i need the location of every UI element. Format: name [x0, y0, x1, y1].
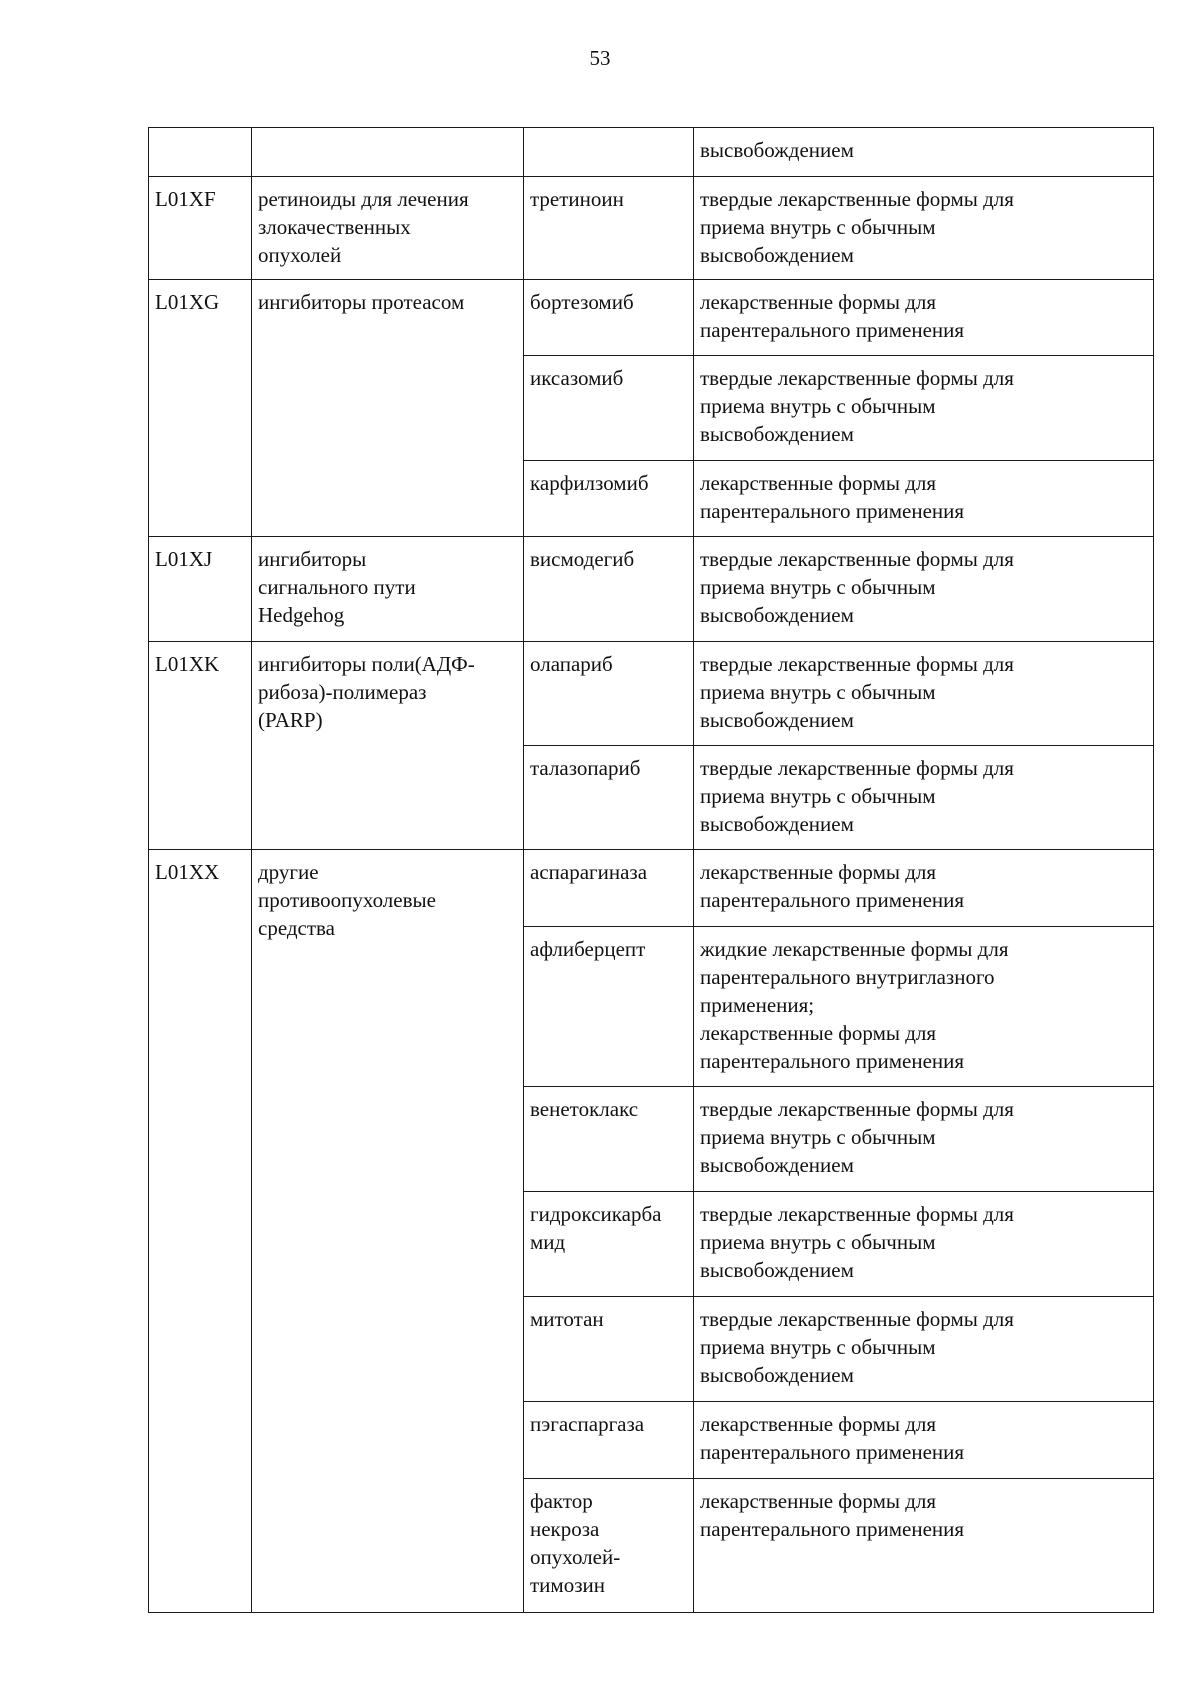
dosage-form-cell: твердые лекарственные формы для приема внутрь с обычным высвобождением [694, 1297, 1154, 1402]
table-row [149, 642, 1154, 746]
drug-cell: афлиберцепт [524, 927, 694, 1087]
dosage-form-cell: лекарственные формы для парентерального применения [694, 280, 1154, 356]
drug-cell: бортезомиб [524, 280, 694, 356]
group-cell: ингибиторы поли(АДФ- рибоза)-полимераз (PARP) [252, 642, 524, 850]
drug-cell: третиноин [524, 177, 694, 280]
drug-cell: карфилзомиб [524, 461, 694, 537]
dosage-form-cell: твердые лекарственные формы для приема внутрь с обычным высвобождением [694, 537, 1154, 642]
atc-code-cell: L01XX [149, 850, 252, 1613]
table-row [149, 280, 1154, 356]
drug-cell: олапариб [524, 642, 694, 746]
drug-cell [524, 128, 694, 177]
dosage-form-cell: твердые лекарственные формы для приема внутрь с обычным высвобождением [694, 177, 1154, 280]
drug-cell: фактор некроза опухолей- тимозин [524, 1479, 694, 1613]
drug-cell: висмодегиб [524, 537, 694, 642]
drug-cell: талазопариб [524, 746, 694, 850]
group-cell: ингибиторы сигнального пути Hedgehog [252, 537, 524, 642]
table-row [149, 128, 1154, 177]
dosage-form-cell: лекарственные формы для парентерального применения [694, 1402, 1154, 1479]
dosage-form-cell: лекарственные формы для парентерального применения [694, 1479, 1154, 1613]
drug-cell: иксазомиб [524, 356, 694, 461]
dosage-form-cell: твердые лекарственные формы для приема внутрь с обычным высвобождением [694, 642, 1154, 746]
group-cell: ингибиторы протеасом [252, 280, 524, 537]
table-row [149, 537, 1154, 642]
dosage-form-cell: высвобождением [694, 128, 1154, 177]
atc-code-cell: L01XJ [149, 537, 252, 642]
dosage-form-cell: жидкие лекарственные формы для парентерального внутриглазного применения; лекарственные формы для парентерального применения [694, 927, 1154, 1087]
atc-code-cell: L01XF [149, 177, 252, 280]
drug-cell: митотан [524, 1297, 694, 1402]
table-row [149, 850, 1154, 927]
drug-cell: венетоклакс [524, 1087, 694, 1192]
dosage-form-cell: твердые лекарственные формы для приема внутрь с обычным высвобождением [694, 1192, 1154, 1297]
group-cell [252, 128, 524, 177]
dosage-form-cell: твердые лекарственные формы для приема внутрь с обычным высвобождением [694, 356, 1154, 461]
drug-cell: пэгаспаргаза [524, 1402, 694, 1479]
drug-cell: аспарагиназа [524, 850, 694, 927]
drug-table [148, 127, 1154, 1613]
dosage-form-cell: лекарственные формы для парентерального применения [694, 850, 1154, 927]
dosage-form-cell: твердые лекарственные формы для приема внутрь с обычным высвобождением [694, 746, 1154, 850]
page-number: 53 [589, 46, 611, 70]
dosage-form-cell: лекарственные формы для парентерального применения [694, 461, 1154, 537]
group-cell: ретиноиды для лечения злокачественных опухолей [252, 177, 524, 280]
atc-code-cell: L01XG [149, 280, 252, 537]
group-cell: другие противоопухолевые средства [252, 850, 524, 1613]
atc-code-cell [149, 128, 252, 177]
drug-cell: гидроксикарба мид [524, 1192, 694, 1297]
dosage-form-cell: твердые лекарственные формы для приема внутрь с обычным высвобождением [694, 1087, 1154, 1192]
table-row [149, 177, 1154, 280]
atc-code-cell: L01XK [149, 642, 252, 850]
